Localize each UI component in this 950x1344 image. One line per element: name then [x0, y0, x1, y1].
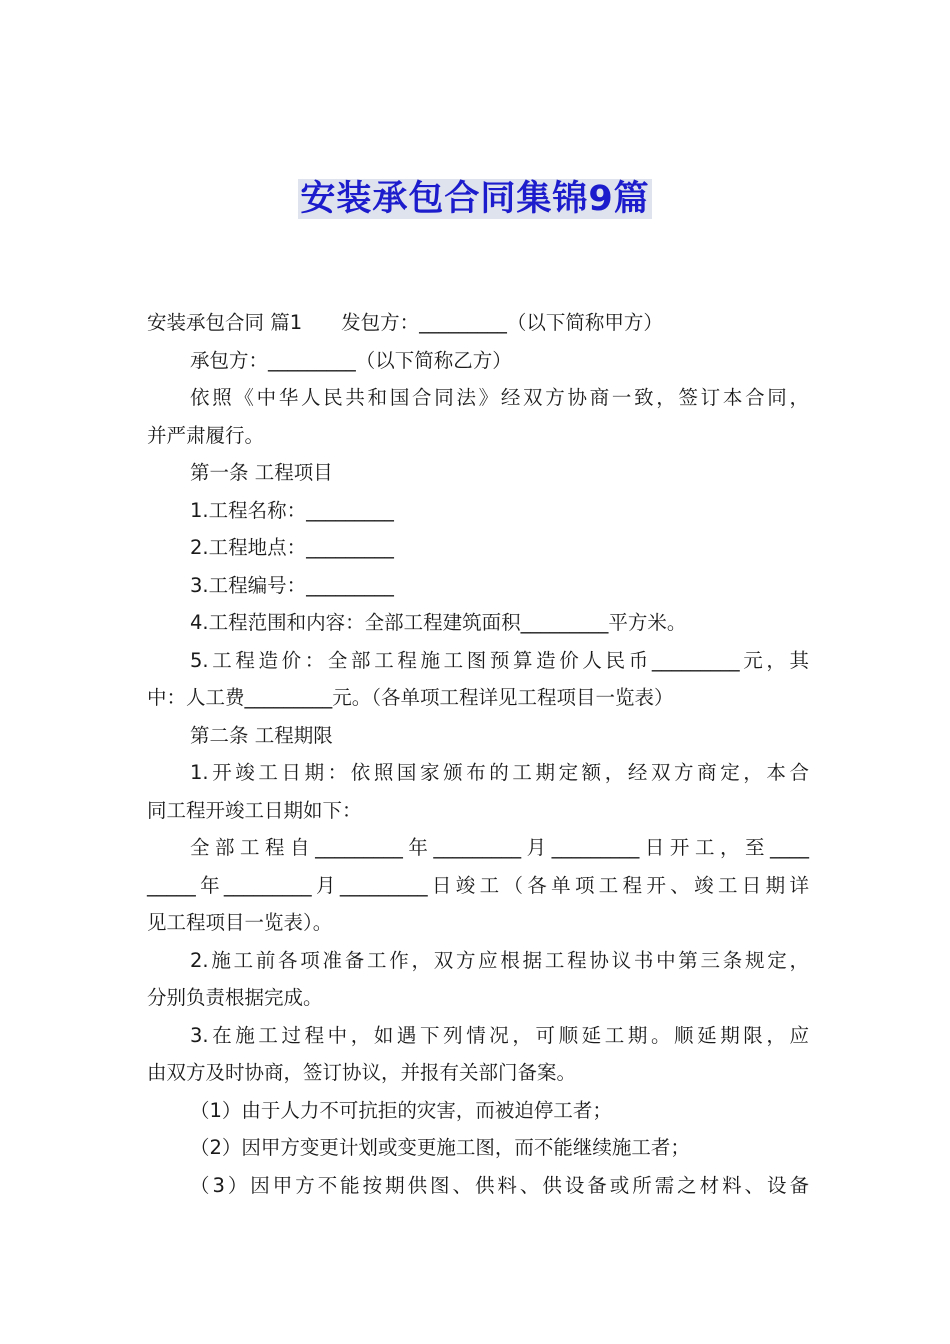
document-title [0, 178, 950, 220]
paragraph-line: 1.工程名称：_________ [190, 498, 394, 522]
paragraph-line: 全部工程自_________年_________月_________日开工，至____ [190, 836, 809, 859]
document-body [147, 304, 809, 1204]
paragraph-line: 并严肃履行。 [147, 423, 265, 447]
list-item: （2）因甲方变更计划或变更施工图，而不能继续施工者； [190, 1136, 690, 1159]
paragraph-line: _____年_________月_________日竣工（各单项工程开、竣工日期详 [147, 873, 809, 897]
list-item: （1）由于人力不可抗拒的灾害，而被迫停工者； [190, 1098, 612, 1122]
paragraph-line: 见工程项目一览表）。 [147, 911, 333, 934]
paragraph-line: 中：人工费_________元。（各单项工程详见工程项目一览表） [147, 686, 674, 709]
paragraph-line: 由双方及时协商，签订协议，并报有关部门备案。 [147, 1061, 577, 1084]
paragraph-line: 4.工程范围和内容：全部工程建筑面积_________平方米。 [190, 611, 687, 634]
paragraph-line: 同工程开竣工日期如下： [147, 798, 362, 822]
paragraph-line: 3.在施工过程中，如遇下列情况，可顺延工期。顺延期限，应 [190, 1023, 809, 1047]
paragraph-line: 承包方：_________（以下简称乙方） [190, 348, 512, 372]
section-heading: 第一条 工程项目 [190, 461, 333, 484]
section-heading: 第二条 工程期限 [190, 723, 333, 747]
list-item: （3）因甲方不能按期供图、供料、供设备或所需之材料、设备 [190, 1173, 809, 1197]
paragraph-line: 1.开竣工日期：依照国家颁布的工期定额，经双方商定，本合 [190, 761, 809, 784]
document-title-text: 安装承包合同集锦9篇 [300, 179, 650, 219]
paragraph-line: 5.工程造价：全部工程施工图预算造价人民币_________元，其 [190, 648, 809, 672]
paragraph-line: 依照《中华人民共和国合同法》经双方协商一致，签订本合同， [190, 386, 809, 409]
paragraph-line: 3.工程编号：_________ [190, 573, 394, 597]
paragraph-line: 2.工程地点：_________ [190, 536, 394, 559]
paragraph-line: 2.施工前各项准备工作，双方应根据工程协议书中第三条规定， [190, 948, 809, 972]
paragraph-line: 分别负责根据完成。 [147, 986, 323, 1009]
paragraph-line: 安装承包合同 篇1 发包方：_________（以下简称甲方） [147, 311, 663, 334]
